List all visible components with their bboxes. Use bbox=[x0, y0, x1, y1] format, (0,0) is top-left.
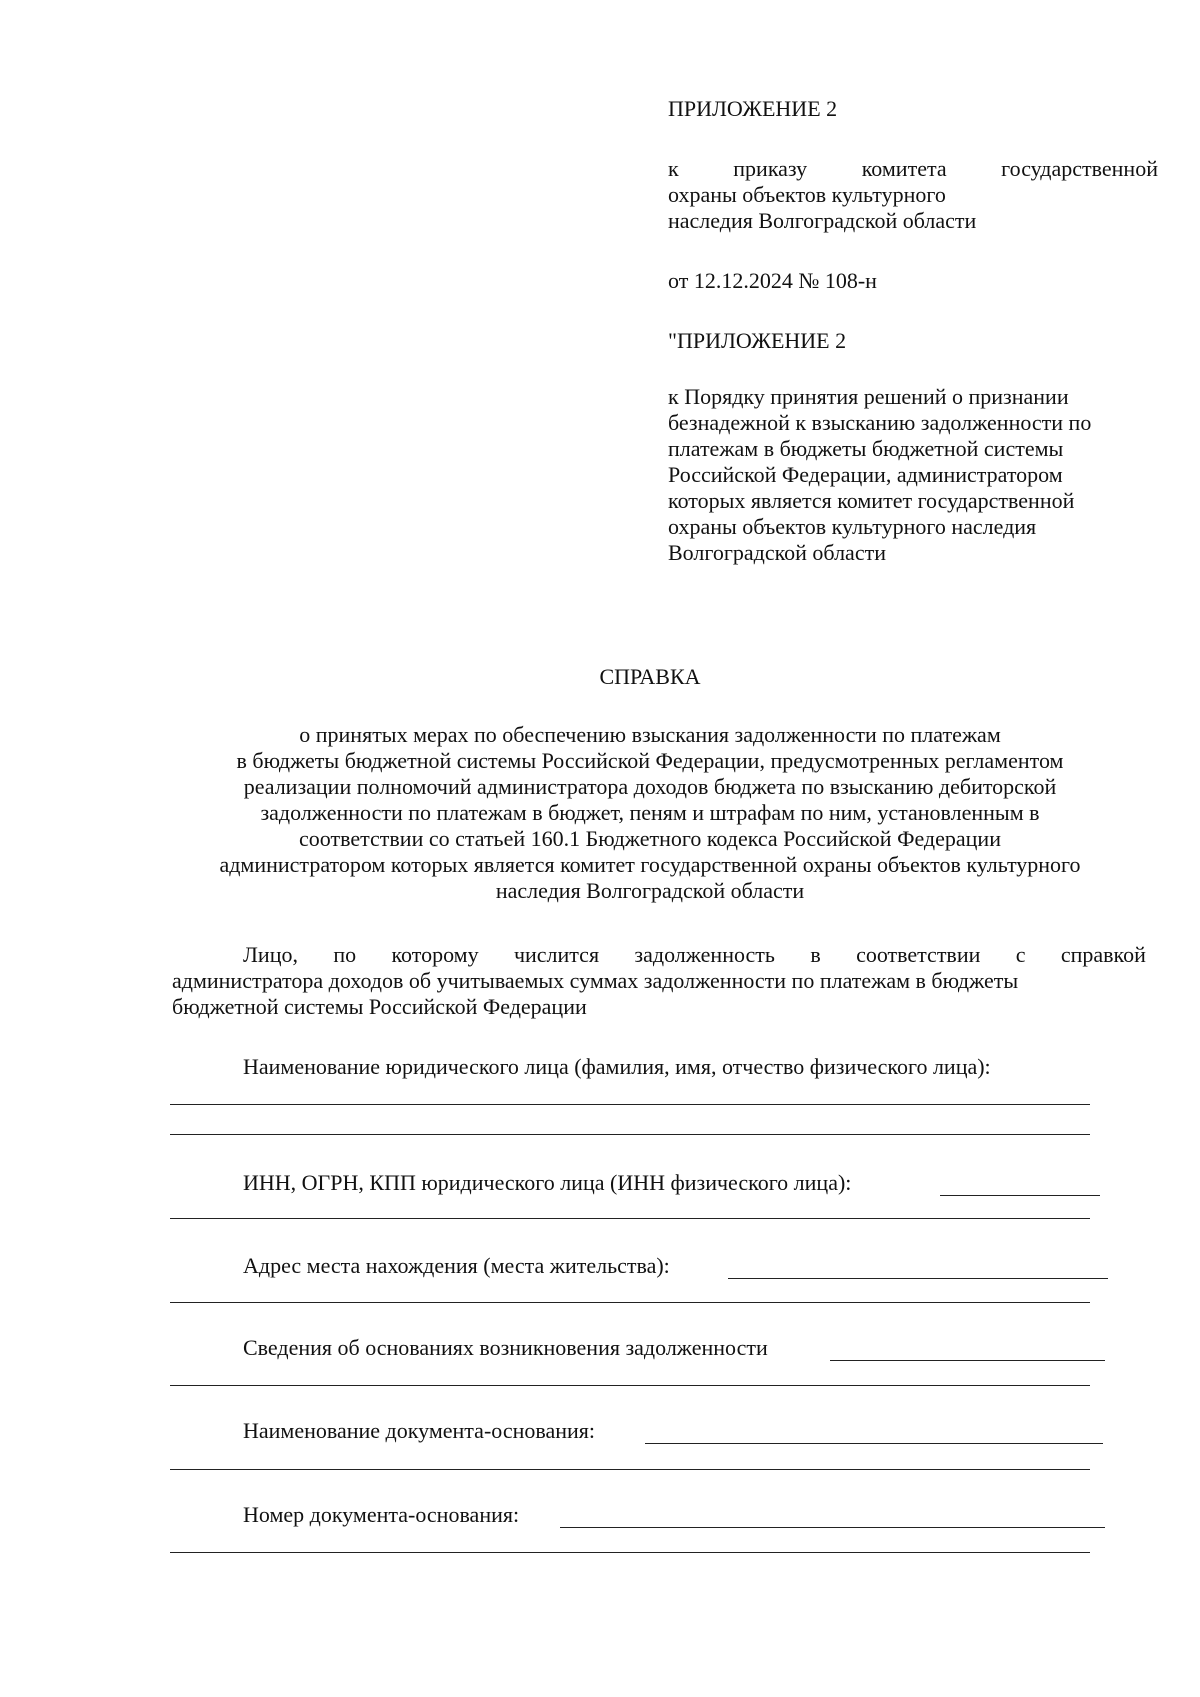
order-date: от 12.12.2024 № 108-н bbox=[668, 268, 877, 293]
procedure-line: охраны объектов культурного наследия bbox=[668, 514, 1037, 539]
document-name-field-line[interactable] bbox=[170, 1469, 1090, 1470]
order-reference bbox=[668, 156, 1158, 234]
subtitle-line: в бюджеты бюджетной системы Российской Федерации, предусмотренных регламентом bbox=[236, 748, 1064, 773]
name-field-line-2[interactable] bbox=[170, 1134, 1090, 1135]
order-ref-word: комитета bbox=[861, 156, 947, 181]
subtitle-line: задолженности по платежам в бюджет, пеням и штрафам по ним, установленным в bbox=[260, 800, 1040, 825]
intro-line-1 bbox=[243, 942, 1146, 968]
name-field-line-1[interactable] bbox=[170, 1104, 1090, 1105]
intro-line-2: администратора доходов об учитываемых суммах задолженности по платежам в бюджеты bbox=[172, 968, 1019, 993]
intro-word: по bbox=[333, 942, 357, 967]
procedure-reference bbox=[668, 384, 1158, 566]
intro-word: в bbox=[810, 942, 821, 967]
inn-field-inline-line[interactable] bbox=[940, 1195, 1100, 1196]
basis-field-inline-line[interactable] bbox=[830, 1360, 1105, 1361]
document-title: СПРАВКА bbox=[599, 664, 701, 689]
appendix-block bbox=[668, 96, 1158, 122]
procedure-line: платежам в бюджеты бюджетной системы bbox=[668, 436, 1064, 461]
address-field-inline-line[interactable] bbox=[728, 1278, 1108, 1279]
order-ref-word: государственной bbox=[1001, 156, 1158, 181]
order-ref-word: приказу bbox=[733, 156, 808, 181]
order-ref-line-1 bbox=[668, 156, 1158, 182]
intro-word: которому bbox=[391, 942, 479, 967]
intro-word: справкой bbox=[1060, 942, 1146, 967]
order-date-block bbox=[668, 268, 1158, 294]
inn-field-label: ИНН, ОГРН, КПП юридического лица (ИНН физического лица): bbox=[243, 1170, 852, 1195]
document-number-field-inline-line[interactable] bbox=[560, 1527, 1105, 1528]
procedure-line: к Порядку принятия решений о признании bbox=[668, 384, 1069, 409]
subtitle-line: реализации полномочий администратора доходов бюджета по взысканию дебиторской bbox=[243, 774, 1057, 799]
name-field-label: Наименование юридического лица (фамилия, имя, отчество физического лица): bbox=[243, 1054, 991, 1079]
order-ref-word: к bbox=[668, 156, 679, 181]
intro-word: с bbox=[1015, 942, 1026, 967]
procedure-line: которых является комитет государственной bbox=[668, 488, 1075, 513]
subtitle-line: соответствии со статьей 160.1 Бюджетного кодекса Российской Федерации bbox=[299, 826, 1001, 851]
address-field-label: Адрес места нахождения (места жительства): bbox=[243, 1253, 670, 1278]
procedure-line: Волгоградской области bbox=[668, 540, 886, 565]
document-number-field-label: Номер документа-основания: bbox=[243, 1502, 520, 1527]
intro-word: числится bbox=[513, 942, 600, 967]
intro-word: задолженность bbox=[634, 942, 775, 967]
inn-field-line[interactable] bbox=[170, 1218, 1090, 1219]
document-title-block bbox=[150, 664, 1150, 690]
subtitle-line: администратором которых является комитет государственной охраны объектов культурного bbox=[219, 852, 1081, 877]
basis-field-line[interactable] bbox=[170, 1385, 1090, 1386]
address-field-line[interactable] bbox=[170, 1302, 1090, 1303]
procedure-line: Российской Федерации, администратором bbox=[668, 462, 1063, 487]
subtitle-line: наследия Волгоградской области bbox=[495, 878, 805, 903]
subtitle-line: о принятых мерах по обеспечению взыскания задолженности по платежам bbox=[299, 722, 1001, 747]
inner-appendix-block bbox=[668, 328, 1158, 354]
intro-word: Лицо, bbox=[243, 942, 298, 967]
order-ref-line-3: наследия Волгоградской области bbox=[668, 208, 977, 233]
order-ref-line-2: охраны объектов культурного bbox=[668, 182, 946, 207]
intro-word: соответствии bbox=[856, 942, 981, 967]
basis-field-label: Сведения об основаниях возникновения задолженности bbox=[243, 1335, 768, 1360]
procedure-line: безнадежной к взысканию задолженности по bbox=[668, 410, 1092, 435]
document-name-field-inline-line[interactable] bbox=[645, 1443, 1103, 1444]
document-name-field-label: Наименование документа-основания: bbox=[243, 1418, 595, 1443]
appendix-title: ПРИЛОЖЕНИЕ 2 bbox=[668, 96, 838, 121]
document-subtitle bbox=[150, 722, 1150, 904]
inner-appendix-title: "ПРИЛОЖЕНИЕ 2 bbox=[668, 328, 847, 353]
intro-line-3: бюджетной системы Российской Федерации bbox=[172, 994, 587, 1019]
document-number-field-line[interactable] bbox=[170, 1552, 1090, 1553]
